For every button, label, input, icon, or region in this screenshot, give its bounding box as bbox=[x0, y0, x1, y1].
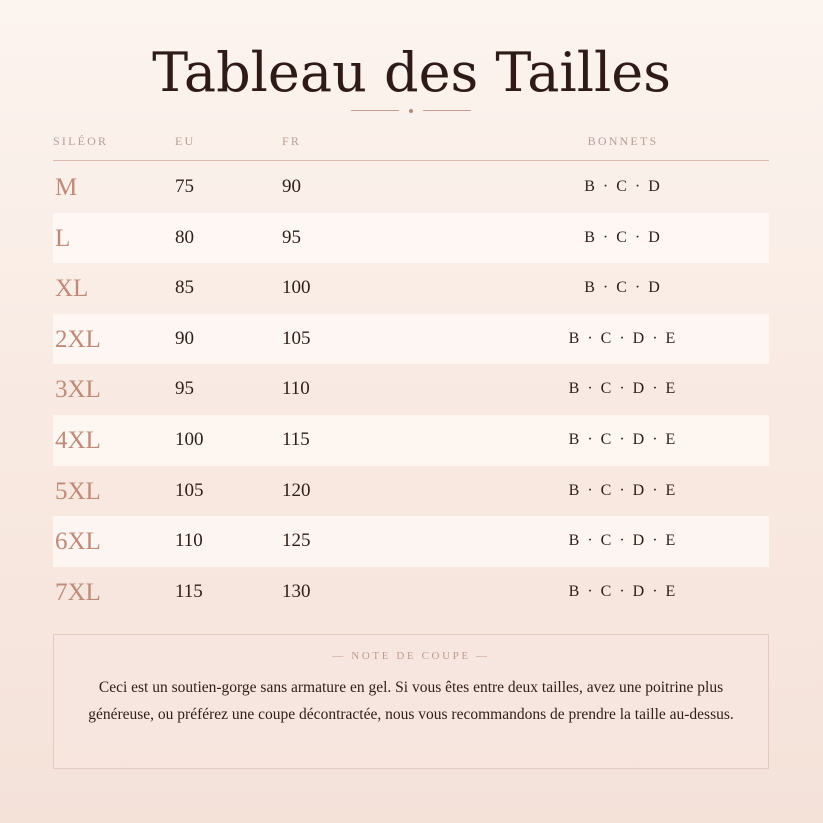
cell-cups: B · C · D · E bbox=[568, 430, 678, 448]
ornament-dot bbox=[409, 109, 413, 113]
cell-eu: 115 bbox=[175, 580, 203, 602]
fit-note-label: — NOTE DE COUPE — bbox=[332, 650, 490, 662]
page-title: Tableau des Tailles bbox=[152, 41, 671, 104]
fit-note bbox=[53, 634, 769, 769]
cell-fr: 115 bbox=[282, 428, 310, 450]
table-header bbox=[53, 130, 769, 161]
ornament-line-left bbox=[351, 110, 399, 111]
title-ornament bbox=[351, 108, 471, 114]
cell-fr: 105 bbox=[282, 327, 311, 349]
table-row bbox=[53, 263, 769, 314]
cell-eu: 100 bbox=[175, 428, 204, 450]
table-row bbox=[53, 314, 769, 365]
cell-eu: 105 bbox=[175, 479, 204, 501]
cell-eu: 110 bbox=[175, 530, 203, 552]
cell-eu: 80 bbox=[175, 226, 194, 248]
cell-cups: B · C · D bbox=[584, 228, 662, 246]
ornament-line-right bbox=[423, 110, 471, 111]
cell-eu: 90 bbox=[175, 327, 194, 349]
header-cups: BONNETS bbox=[587, 134, 659, 148]
cell-size: 6XL bbox=[55, 528, 101, 556]
table-row bbox=[53, 567, 769, 618]
cell-fr: 120 bbox=[282, 479, 311, 501]
cell-fr: 110 bbox=[282, 378, 310, 400]
header-eu: EU bbox=[175, 134, 196, 148]
table-row bbox=[53, 364, 769, 415]
cell-size: 7XL bbox=[55, 578, 101, 606]
cell-fr: 125 bbox=[282, 530, 311, 552]
cell-cups: B · C · D · E bbox=[568, 582, 678, 600]
header-fr: FR bbox=[282, 134, 302, 148]
cell-fr: 90 bbox=[282, 176, 301, 197]
cell-eu: 85 bbox=[175, 277, 194, 299]
cell-fr: 100 bbox=[282, 277, 311, 299]
cell-size: 4XL bbox=[55, 426, 101, 454]
cell-size: M bbox=[55, 174, 78, 201]
cell-eu: 95 bbox=[175, 378, 194, 400]
cell-cups: B · C · D bbox=[584, 279, 662, 297]
table-row bbox=[53, 162, 769, 213]
cell-size: 3XL bbox=[55, 376, 101, 404]
cell-cups: B · C · D · E bbox=[568, 329, 678, 347]
cell-size: 2XL bbox=[55, 325, 101, 353]
cell-cups: B · C · D · E bbox=[568, 481, 678, 499]
table-row bbox=[53, 415, 769, 466]
cell-size: 5XL bbox=[55, 477, 101, 505]
cell-fr: 130 bbox=[282, 580, 311, 602]
fit-note-text: Ceci est un soutien-gorge sans armature en gel. Si vous êtes entre deux tailles, avez une poitrine plus généreuse, ou préférez une coupe décontractée, nous vous recommandons de prendre la taille au-dessus. bbox=[88, 679, 734, 723]
cell-size: XL bbox=[55, 275, 89, 303]
cell-size: L bbox=[55, 224, 71, 252]
table-row bbox=[53, 466, 769, 517]
size-table bbox=[53, 162, 769, 617]
cell-cups: B · C · D · E bbox=[568, 532, 678, 550]
table-row bbox=[53, 213, 769, 264]
cell-cups: B · C · D · E bbox=[568, 380, 678, 398]
cell-eu: 75 bbox=[175, 176, 194, 197]
header-size: SILÉOR bbox=[53, 134, 109, 148]
cell-fr: 95 bbox=[282, 226, 301, 248]
table-row bbox=[53, 516, 769, 567]
cell-cups: B · C · D bbox=[584, 178, 662, 195]
